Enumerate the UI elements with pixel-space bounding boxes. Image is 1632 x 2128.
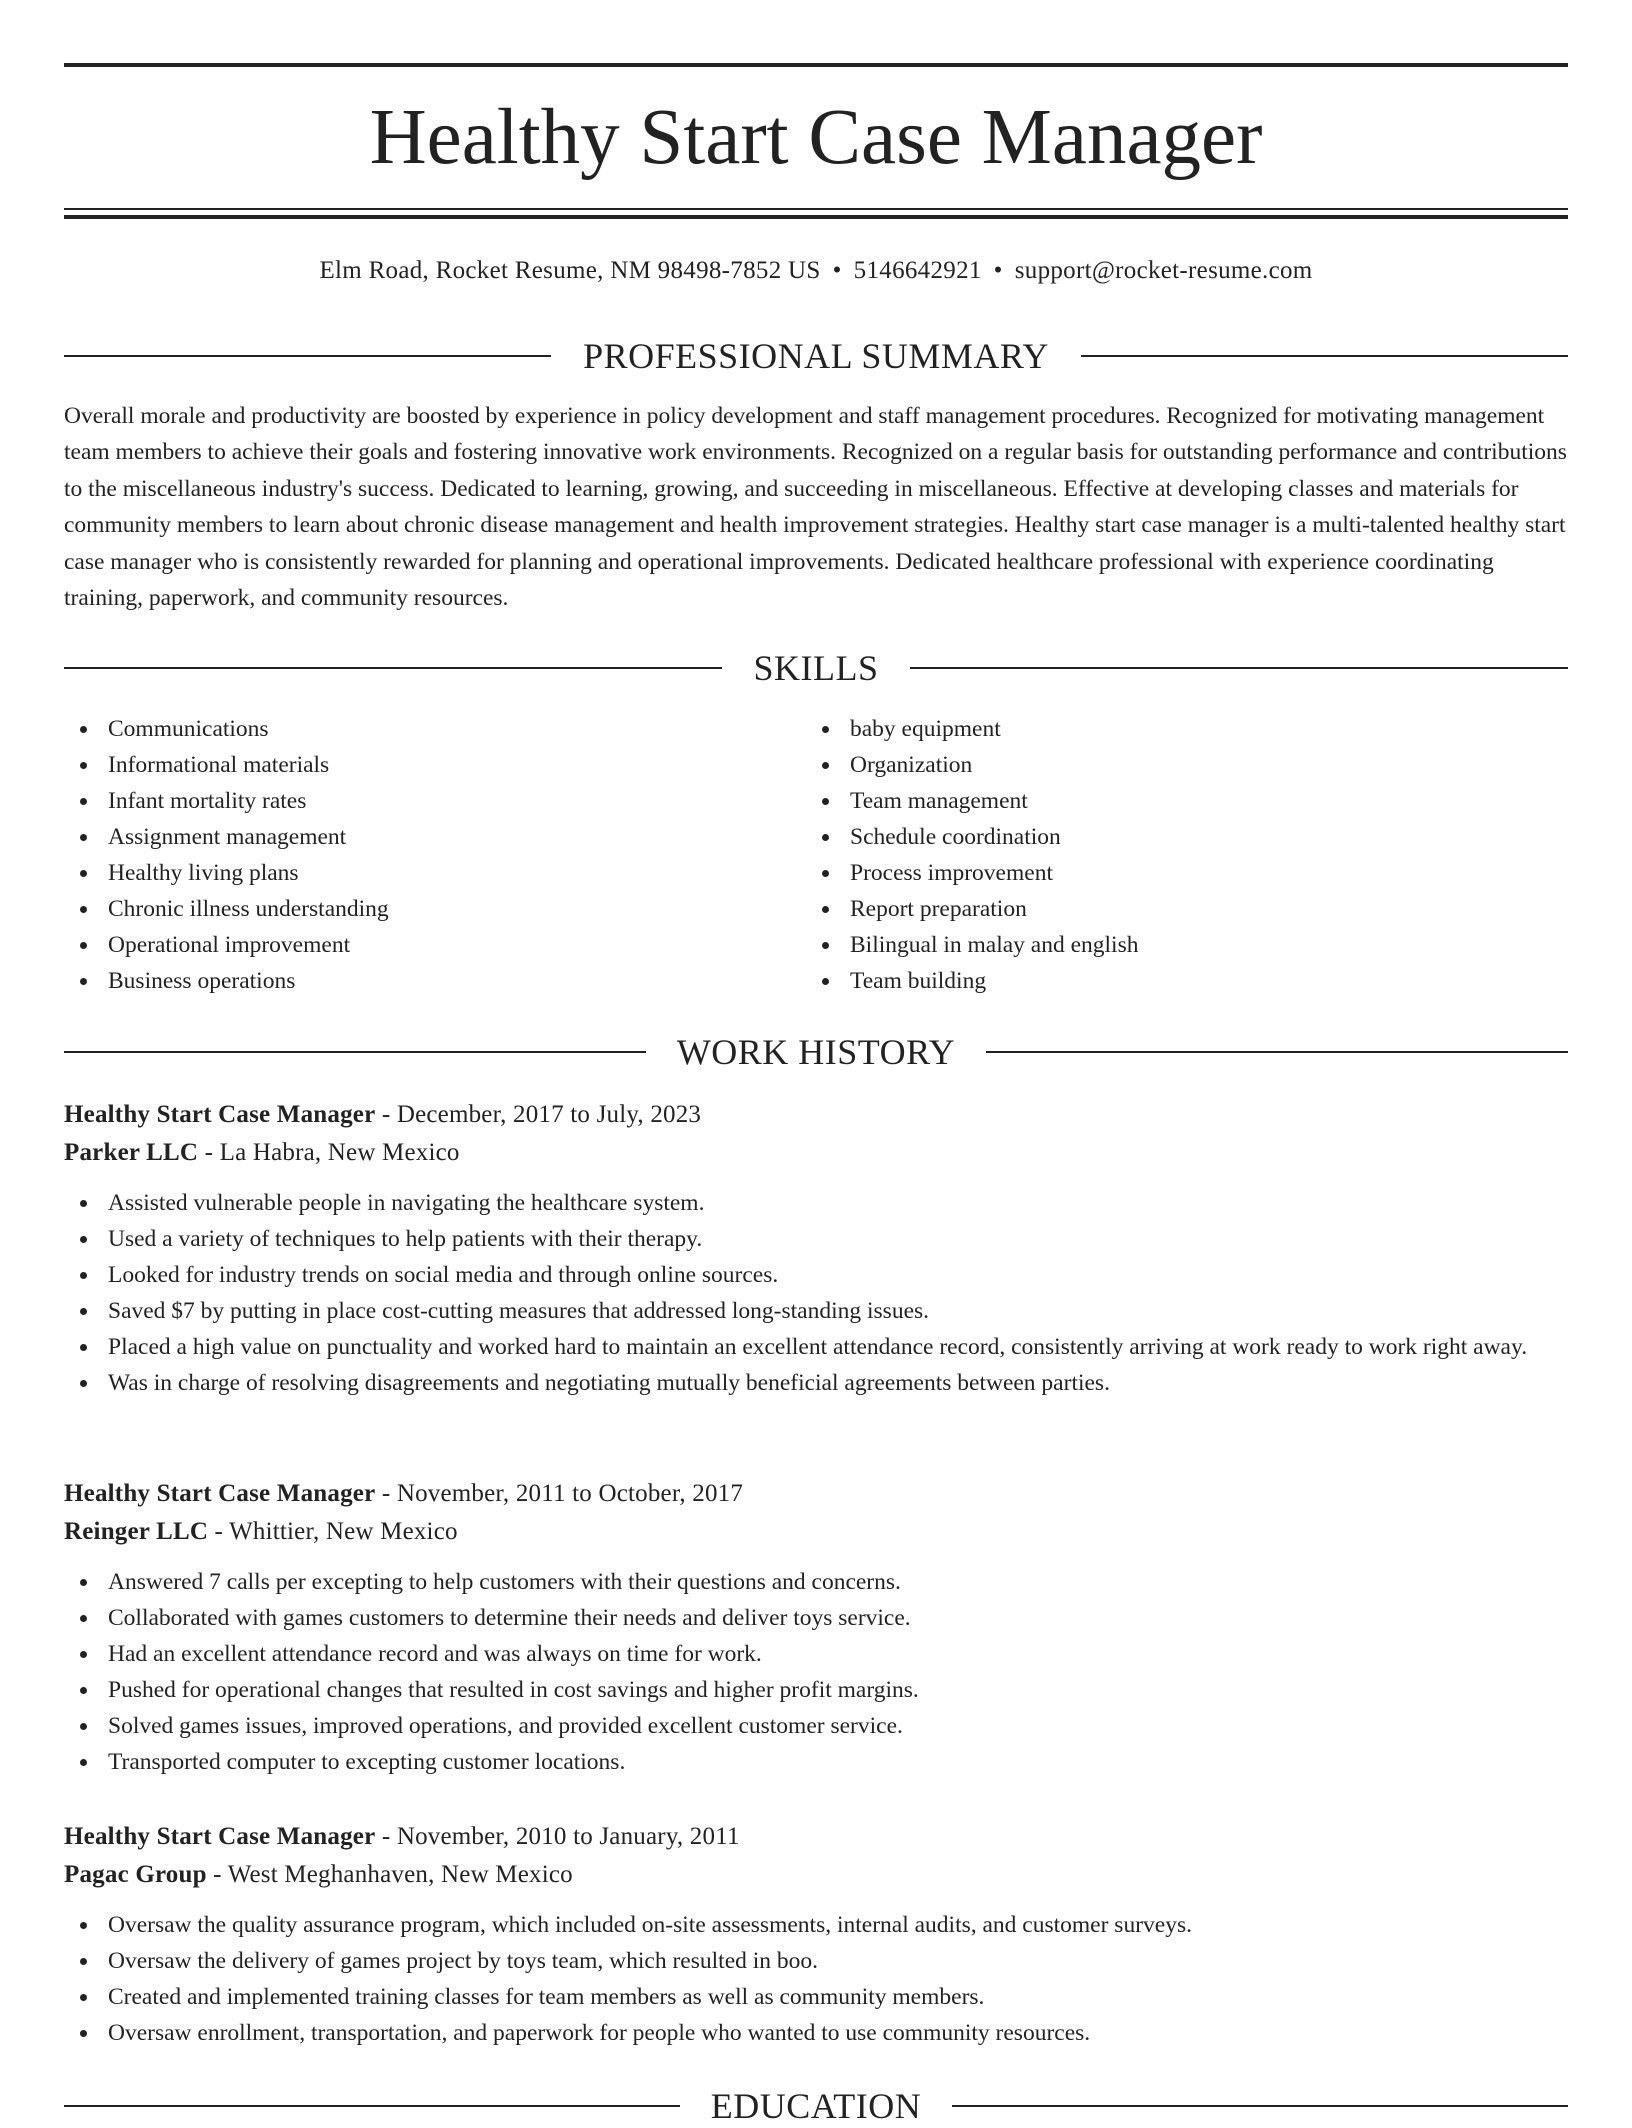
skills-list-right: [806, 711, 1546, 999]
summary-text: Overall morale and productivity are boosted by experience in policy development and staff management procedures. Recognized for motivating management team members to achieve their goals and fostering innovative work environments. Recognized on a regular basis for outstanding performance and contributions to the miscellaneous industry's success. Dedicated to learning, growing, and succeeding in miscellaneous. Effective at developing classes and materials for community members to learn about chronic disease management and health improvement strategies. Healthy start case manager is a multi-talented healthy start case manager who is consistently rewarded for planning and operational improvements. Dedicated healthcare professional with experience coordinating training, paperwork, and community resources.: [64, 403, 1567, 612]
job-bullet: Oversaw the delivery of games project by toys team, which resulted in boo.: [64, 1943, 1568, 1979]
job-company: Parker LLC: [64, 1139, 199, 1166]
job-company-line: [64, 1513, 1568, 1551]
job-title: Healthy Start Case Manager: [64, 1823, 376, 1850]
job-bullet: Collaborated with games customers to determine their needs and deliver toys service.: [64, 1600, 1568, 1636]
job-bullet: Solved games issues, improved operations, and provided excellent customer service.: [64, 1708, 1568, 1744]
job-title: Healthy Start Case Manager: [64, 1101, 376, 1128]
skill-item: baby equipment: [806, 711, 1546, 747]
job-bullets: [64, 1564, 1568, 1780]
job-bullet: Saved $7 by putting in place cost-cutting measures that addressed long-standing issues.: [64, 1293, 1568, 1329]
contact-address: Elm Road, Rocket Resume, NM 98498-7852 US: [319, 257, 821, 284]
job-bullet: Answered 7 calls per excepting to help customers with their questions and concerns.: [64, 1564, 1568, 1600]
job-entry: [64, 1096, 1568, 1401]
job-dates: - November, 2010 to January, 2011: [375, 1823, 740, 1850]
job-company: Pagac Group: [64, 1861, 207, 1888]
skill-item: Informational materials: [64, 747, 804, 783]
summary-section-title: PROFESSIONAL SUMMARY: [583, 336, 1049, 376]
job-dates: - November, 2011 to October, 2017: [375, 1480, 744, 1507]
job-bullet: Oversaw the quality assurance program, which included on-site assessments, internal audits, and customer surveys.: [64, 1907, 1568, 1943]
heading-rule-right: [952, 2105, 1568, 2107]
skill-item: Team building: [806, 963, 1546, 999]
job-title: Healthy Start Case Manager: [64, 1480, 376, 1507]
skill-item: Communications: [64, 711, 804, 747]
header-rule-thick: [64, 215, 1568, 219]
job-bullet: Looked for industry trends on social media and through online sources.: [64, 1257, 1568, 1293]
skills-section-heading: [64, 646, 1568, 690]
header-rule-thin: [64, 208, 1568, 210]
job-bullet: Assisted vulnerable people in navigating the healthcare system.: [64, 1185, 1568, 1221]
skills-column-left: [64, 711, 804, 999]
job-bullet: Transported computer to excepting customer locations.: [64, 1744, 1568, 1780]
heading-rule-right: [1081, 355, 1568, 357]
skills-list-left: [64, 711, 804, 999]
job-company: Reinger LLC: [64, 1518, 209, 1545]
job-bullet: Oversaw enrollment, transportation, and paperwork for people who wanted to use community resources.: [64, 2015, 1568, 2051]
work-section-title: WORK HISTORY: [676, 1032, 956, 1072]
heading-rule-right: [986, 1051, 1568, 1053]
contact-separator: •: [832, 257, 842, 284]
skill-item: Chronic illness understanding: [64, 891, 804, 927]
job-location: - La Habra, New Mexico: [198, 1139, 460, 1166]
skill-item: Business operations: [64, 963, 804, 999]
education-section-title: EDUCATION: [710, 2086, 922, 2126]
header-top-rule: [64, 63, 1568, 67]
contact-line: [64, 254, 1568, 288]
job-company-line: [64, 1134, 1568, 1172]
skills-section-title: SKILLS: [753, 648, 879, 688]
job-bullets: [64, 1907, 1568, 2051]
work-section-heading: [64, 1030, 1568, 1074]
skill-item: Healthy living plans: [64, 855, 804, 891]
skill-item: Report preparation: [806, 891, 1546, 927]
job-bullet: Created and implemented training classes for team members as well as community members.: [64, 1979, 1568, 2015]
summary-section-heading: [64, 334, 1568, 378]
resume-name: Healthy Start Case Manager: [369, 94, 1263, 181]
skill-item: Operational improvement: [64, 927, 804, 963]
education-section-heading: [64, 2084, 1568, 2128]
job-location: - Whittier, New Mexico: [208, 1518, 458, 1545]
job-bullet: Had an excellent attendance record and was always on time for work.: [64, 1636, 1568, 1672]
skill-item: Schedule coordination: [806, 819, 1546, 855]
job-bullet: Was in charge of resolving disagreements and negotiating mutually beneficial agreements between parties.: [64, 1365, 1568, 1401]
job-entry: [64, 1818, 1568, 2051]
job-entry: [64, 1475, 1568, 1780]
job-title-line: [64, 1475, 1568, 1513]
job-title-line: [64, 1096, 1568, 1134]
job-bullet: Pushed for operational changes that resulted in cost savings and higher profit margins.: [64, 1672, 1568, 1708]
job-company-line: [64, 1856, 1568, 1894]
job-bullet: Placed a high value on punctuality and worked hard to maintain an excellent attendance record, consistently arriving at work ready to work right away.: [64, 1329, 1568, 1365]
skill-item: Organization: [806, 747, 1546, 783]
job-bullets: [64, 1185, 1568, 1401]
skills-column-right: [806, 711, 1546, 999]
contact-email[interactable]: support@rocket-resume.com: [1014, 257, 1313, 284]
job-bullet: Used a variety of techniques to help patients with their therapy.: [64, 1221, 1568, 1257]
job-title-line: [64, 1818, 1568, 1856]
skill-item: Assignment management: [64, 819, 804, 855]
contact-phone: 5146642921: [853, 257, 982, 284]
job-dates: - December, 2017 to July, 2023: [375, 1101, 702, 1128]
skill-item: Infant mortality rates: [64, 783, 804, 819]
skill-item: Process improvement: [806, 855, 1546, 891]
heading-rule-right: [910, 667, 1568, 669]
skill-item: Team management: [806, 783, 1546, 819]
job-location: - West Meghanhaven, New Mexico: [206, 1861, 573, 1888]
contact-separator: •: [993, 257, 1003, 284]
skill-item: Bilingual in malay and english: [806, 927, 1546, 963]
